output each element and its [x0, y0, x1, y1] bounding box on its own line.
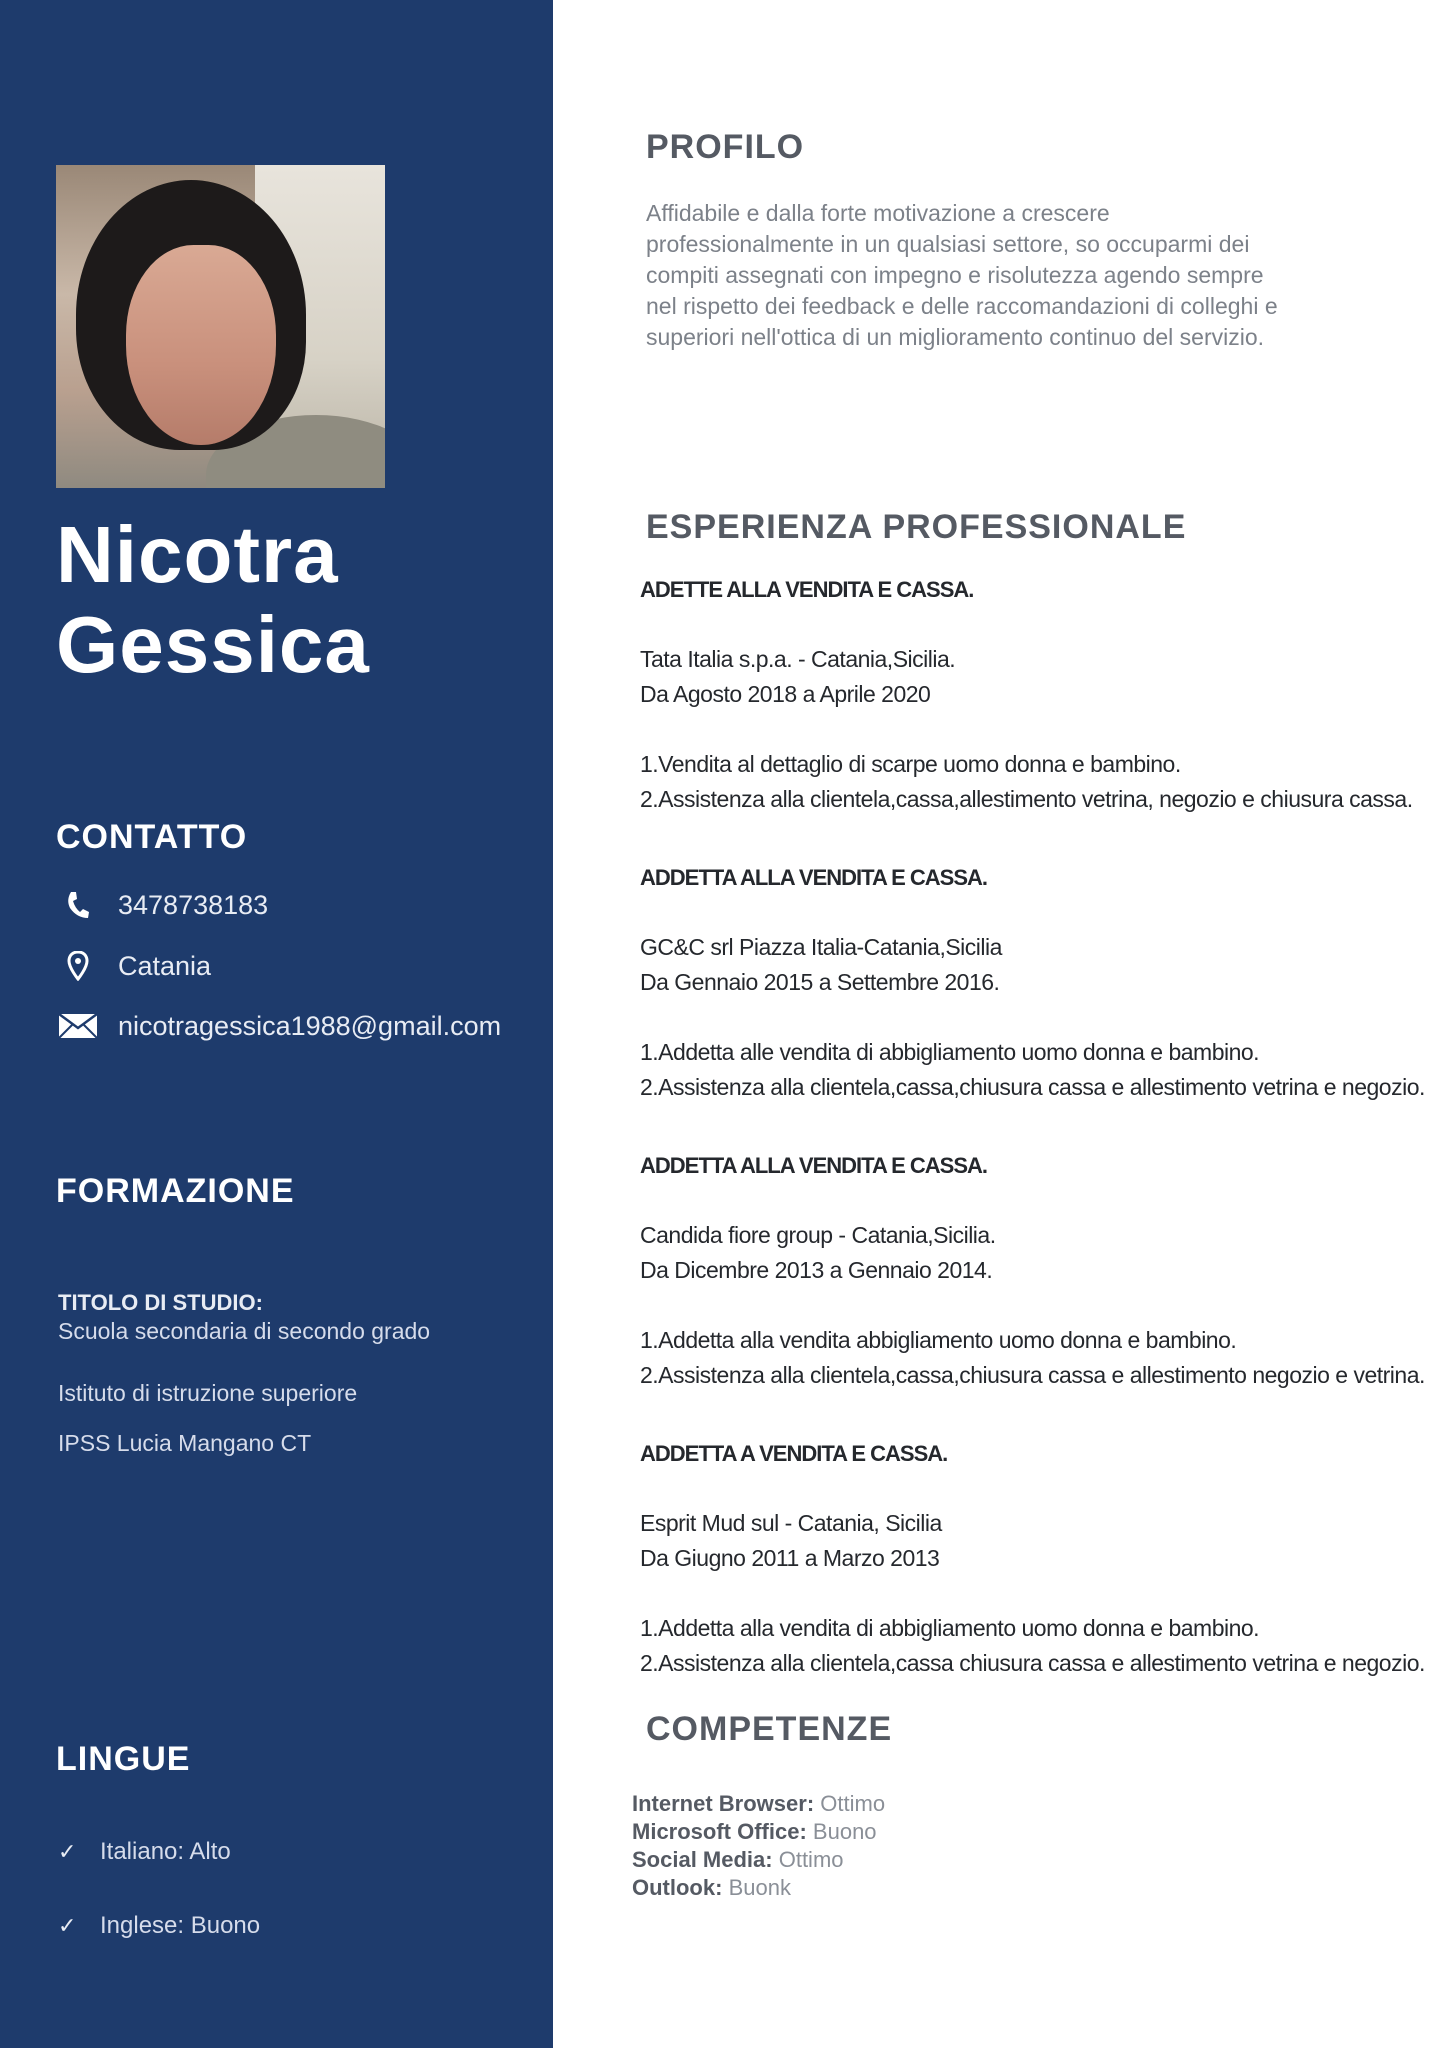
job-company: GC&C srl Piazza Italia-Catania,Sicilia: [640, 934, 1002, 960]
job-title: ADDETTA A VENDITA E CASSA.: [640, 1441, 948, 1466]
job-company: Candida fiore group - Catania,Sicilia.: [640, 1222, 996, 1248]
contact-email: [56, 1006, 501, 1046]
job-entry: [640, 572, 1430, 817]
job-title: ADDETTA ALLA VENDITA E CASSA.: [640, 1153, 988, 1178]
education-degree: Scuola secondaria di secondo grado: [58, 1318, 431, 1344]
candidate-name: [56, 510, 370, 690]
skill-item: Social Media: Ottimo: [632, 1847, 844, 1872]
education-label: TITOLO DI STUDIO:: [58, 1290, 263, 1315]
first-name: Nicotra: [56, 510, 339, 599]
check-icon: ✓: [58, 1913, 77, 1938]
job-entry: [640, 1148, 1430, 1393]
job-duty: 2.Assistenza alla clientela,cassa,chiusura cassa e allestimento vetrina e negozio.: [640, 1074, 1425, 1100]
skill-item: Outlook: Buonk: [632, 1875, 791, 1900]
job-period: Da Gennaio 2015 a Settembre 2016.: [640, 969, 1000, 995]
job-company: Esprit Mud sul - Catania, Sicilia: [640, 1510, 942, 1536]
job-duty: 1.Vendita al dettaglio di scarpe uomo donna e bambino.: [640, 751, 1181, 777]
job-duty: 1.Addetta alla vendita abbigliamento uomo donna e bambino.: [640, 1327, 1237, 1353]
education-heading: FORMAZIONE: [56, 1172, 295, 1210]
email-link[interactable]: nicotragessica1988@gmail.com: [118, 1010, 502, 1041]
language-item: ✓ Inglese: Buono: [58, 1912, 261, 1939]
experience-heading: ESPERIENZA PROFESSIONALE: [646, 508, 1187, 546]
check-icon: ✓: [58, 1839, 77, 1864]
skill-item: Microsoft Office: Buono: [632, 1819, 877, 1844]
education-institute: Istituto di istruzione superiore: [58, 1380, 358, 1406]
phone-number[interactable]: 3478738183: [118, 889, 269, 920]
job-period: Da Giugno 2011 a Marzo 2013: [640, 1545, 940, 1571]
last-name: Gessica: [56, 600, 370, 689]
job-duty: 2.Assistenza alla clientela,cassa,allestimento vetrina, negozio e chiusura cassa.: [640, 786, 1413, 812]
profile-photo: [56, 165, 385, 488]
skills-heading: COMPETENZE: [646, 1710, 893, 1748]
location-pin-icon: [56, 948, 100, 984]
sidebar: [0, 0, 553, 2048]
profile-text: Affidabile e dalla forte motivazione a crescere professionalmente in un qualsiasi settore, so occuparmi dei compiti assegnati con impegno e risolutezza agendo sempre nel rispetto dei feedback e delle raccomandazioni di colleghi e superiori nell'ottica di un miglioramento continuo del servizio.: [646, 200, 1278, 350]
job-company: Tata Italia s.p.a. - Catania,Sicilia.: [640, 646, 956, 672]
city-text: Catania: [118, 950, 212, 981]
contact-phone: [56, 885, 268, 925]
contact-heading: CONTATTO: [56, 818, 248, 856]
job-title: ADDETTA ALLA VENDITA E CASSA.: [640, 865, 988, 890]
education-school: IPSS Lucia Mangano CT: [58, 1430, 312, 1456]
job-duty: 1.Addetta alle vendita di abbigliamento uomo donna e bambino.: [640, 1039, 1260, 1065]
phone-icon: [56, 887, 100, 923]
job-duty: 2.Assistenza alla clientela,cassa,chiusura cassa e allestimento negozio e vetrina.: [640, 1362, 1425, 1388]
language-item: ✓ Italiano: Alto: [58, 1838, 231, 1865]
job-duty: 1.Addetta alla vendita di abbigliamento uomo donna e bambino.: [640, 1615, 1260, 1641]
job-duty: 2.Assistenza alla clientela,cassa chiusura cassa e allestimento vetrina e negozio.: [640, 1650, 1425, 1676]
contact-city: [56, 946, 211, 986]
languages-heading: LINGUE: [56, 1740, 191, 1778]
job-title: ADETTE ALLA VENDITA E CASSA.: [640, 577, 974, 602]
job-entry: [640, 1436, 1430, 1681]
profile-heading: PROFILO: [646, 128, 805, 166]
job-entry: [640, 860, 1430, 1105]
envelope-icon: [56, 1008, 100, 1044]
job-period: Da Agosto 2018 a Aprile 2020: [640, 681, 931, 707]
job-period: Da Dicembre 2013 a Gennaio 2014.: [640, 1257, 993, 1283]
skill-item: Internet Browser: Ottimo: [632, 1791, 886, 1816]
